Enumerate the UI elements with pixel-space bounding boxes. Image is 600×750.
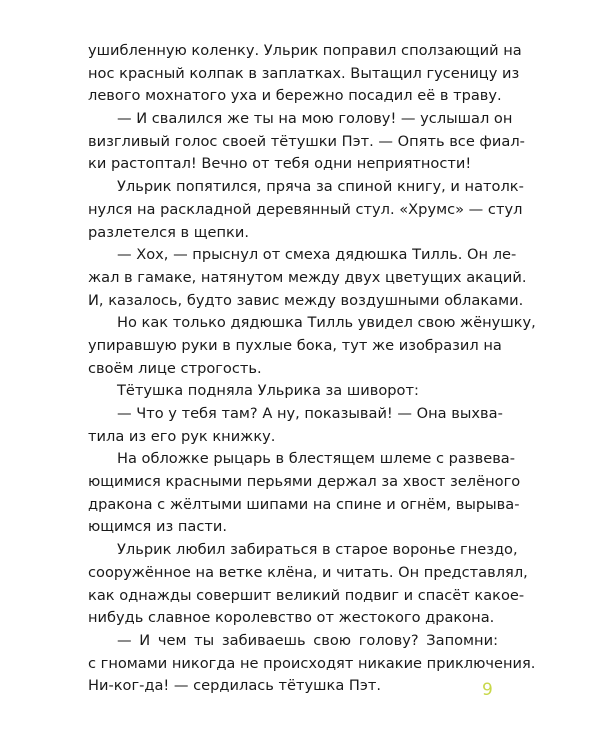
text-line: разлетелся в щепки.	[88, 223, 249, 241]
text-line: ющимися красными перьями держал за хвост зелёного	[88, 473, 521, 491]
text-line: Тётушка подняла Ульрика за шиворот:	[117, 382, 419, 400]
text-line: жал в гамаке, натянутом между двух цветущих акаций.	[88, 268, 527, 286]
text-line: Но как только дядюшка Тилль увидел свою жёнушку,	[117, 314, 536, 332]
text-line: Ульрик попятился, пряча за спиной книгу, и натолк-	[117, 178, 524, 196]
text-line: — Что у тебя там? А ну, показывай! — Она выхва-	[117, 405, 503, 422]
text-line: визгливый голос своей тётушки Пэт. — Опять все фиал-	[88, 132, 525, 150]
text-line: Ульрик любил забираться в старое воронье гнездо,	[117, 541, 518, 559]
body-text	[88, 40, 536, 698]
text-line: тила из его рук книжку.	[88, 427, 276, 445]
page-number: 9	[482, 680, 493, 700]
text-line: И, казалось, будто завис между воздушными облаками.	[88, 291, 524, 309]
text-line: ушибленную коленку. Ульрик поправил сползающий на	[88, 42, 522, 59]
text-line: ки растоптал! Вечно от тебя одни неприятности!	[88, 155, 472, 173]
text-line: сооружённое на ветке клёна, и читать. Он представлял,	[88, 563, 528, 581]
text-line: упиравшую руки в пухлые бока, тут же изобразил на	[88, 336, 502, 354]
text-line: нулся на раскладной деревянный стул. «Хрумс» — стул	[88, 200, 523, 218]
text-line: нибудь славное королевство от жестокого дракона.	[88, 609, 495, 627]
text-line: На обложке рыцарь в блестящем шлеме с развева-	[117, 450, 516, 468]
text-line: левого мохнатого уха и бережно посадил её в траву.	[88, 87, 502, 105]
text-line: как однажды совершит великий подвиг и спасёт какое-	[88, 586, 525, 604]
text-line: — И свалился же ты на мою голову! — услышал он	[117, 110, 513, 128]
text-line: нос красный колпак в заплатках. Вытащил гусеницу из	[88, 64, 520, 82]
text-line: своём лице строгость.	[88, 359, 262, 377]
text-line: ющимся из пасти.	[88, 518, 227, 536]
text-line: с гномами никогда не происходят никакие приключения.	[88, 654, 536, 672]
text-line: Ни-ког-да! — сердилась тётушка Пэт.	[88, 677, 382, 695]
text-line: дракона с жёлтыми шипами на спине и огнём, вырыва-	[88, 495, 520, 513]
text-line: — Хох, — прыснул от смеха дядюшка Тилль. Он ле-	[117, 246, 517, 264]
text-line: — И чем ты забиваешь свою голову? Запомни:	[117, 631, 498, 649]
